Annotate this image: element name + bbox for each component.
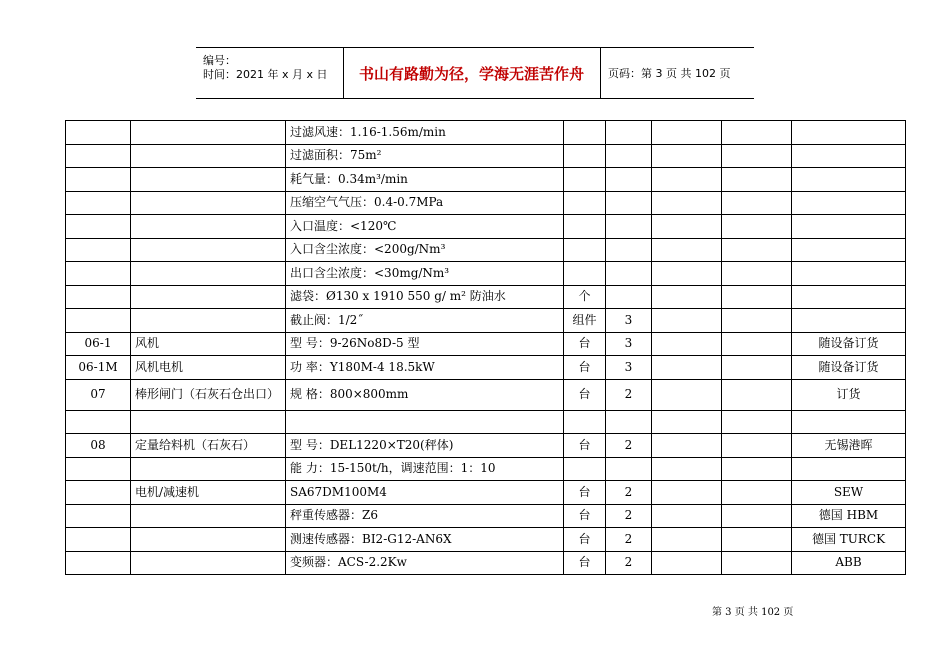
row-spec: 型 号：9-26No8D-5 型 bbox=[286, 332, 564, 356]
row-spec: 压缩空气气压：0.4-0.7MPa bbox=[286, 191, 564, 215]
row-code bbox=[66, 168, 131, 192]
table-row bbox=[66, 332, 906, 356]
table-row bbox=[66, 481, 906, 505]
row-name bbox=[131, 144, 286, 168]
row-code bbox=[66, 504, 131, 528]
row-blank-2 bbox=[722, 457, 792, 481]
row-spec: 测速传感器：BI2-G12-AN6X bbox=[286, 528, 564, 552]
row-name bbox=[131, 262, 286, 286]
row-qty bbox=[606, 457, 652, 481]
row-spec: 型 号：DEL1220×T20(秤体) bbox=[286, 434, 564, 458]
table-row bbox=[66, 434, 906, 458]
row-code bbox=[66, 144, 131, 168]
row-blank-1 bbox=[652, 191, 722, 215]
row-spec: 出口含尘浓度：<30mg/Nm³ bbox=[286, 262, 564, 286]
table-row bbox=[66, 528, 906, 552]
row-qty: 3 bbox=[606, 309, 652, 333]
row-blank-1 bbox=[652, 434, 722, 458]
page-header bbox=[196, 47, 754, 99]
table-row bbox=[66, 191, 906, 215]
row-code bbox=[66, 309, 131, 333]
row-spec: 滤袋：Ø130 x 1910 550 g/ m² 防油水 bbox=[286, 285, 564, 309]
row-blank-2 bbox=[722, 191, 792, 215]
row-unit: 台 bbox=[564, 356, 606, 380]
row-note bbox=[792, 144, 906, 168]
row-code: 06-1M bbox=[66, 356, 131, 380]
row-spec: 秤重传感器：Z6 bbox=[286, 504, 564, 528]
equipment-table bbox=[65, 120, 906, 575]
row-blank-1 bbox=[652, 481, 722, 505]
number-label: 编号： bbox=[203, 54, 236, 67]
row-blank-1 bbox=[652, 144, 722, 168]
row-note: 德国 HBM bbox=[792, 504, 906, 528]
row-name bbox=[131, 238, 286, 262]
row-code bbox=[66, 528, 131, 552]
row-name bbox=[131, 121, 286, 145]
row-spec: 过滤风速：1.16-1.56m/min bbox=[286, 121, 564, 145]
row-name: 定量给料机（石灰石） bbox=[131, 434, 286, 458]
table-row bbox=[66, 457, 906, 481]
row-spec: SA67DM100M4 bbox=[286, 481, 564, 505]
row-blank-1 bbox=[652, 410, 722, 434]
row-note: 德国 TURCK bbox=[792, 528, 906, 552]
row-spec bbox=[286, 410, 564, 434]
row-qty bbox=[606, 285, 652, 309]
row-note bbox=[792, 121, 906, 145]
row-qty: 3 bbox=[606, 356, 652, 380]
row-spec: 变频器：ACS-2.2Kw bbox=[286, 551, 564, 575]
row-blank-2 bbox=[722, 481, 792, 505]
row-name bbox=[131, 504, 286, 528]
row-spec: 耗气量：0.34m³/min bbox=[286, 168, 564, 192]
row-note bbox=[792, 238, 906, 262]
row-name bbox=[131, 191, 286, 215]
table-row bbox=[66, 551, 906, 575]
row-code bbox=[66, 191, 131, 215]
row-blank-2 bbox=[722, 168, 792, 192]
row-blank-2 bbox=[722, 309, 792, 333]
row-spec: 过滤面积：75m² bbox=[286, 144, 564, 168]
row-blank-2 bbox=[722, 551, 792, 575]
row-unit bbox=[564, 168, 606, 192]
row-name: 风机电机 bbox=[131, 356, 286, 380]
row-blank-1 bbox=[652, 504, 722, 528]
row-blank-2 bbox=[722, 332, 792, 356]
row-blank-2 bbox=[722, 504, 792, 528]
header-motto: 书山有路勤为径，学海无涯苦作舟 bbox=[343, 48, 601, 98]
row-blank-1 bbox=[652, 356, 722, 380]
row-qty: 2 bbox=[606, 379, 652, 410]
row-qty: 2 bbox=[606, 481, 652, 505]
row-blank-1 bbox=[652, 528, 722, 552]
row-name bbox=[131, 215, 286, 239]
row-qty bbox=[606, 144, 652, 168]
table-row bbox=[66, 379, 906, 410]
row-qty bbox=[606, 121, 652, 145]
row-blank-2 bbox=[722, 144, 792, 168]
row-unit bbox=[564, 191, 606, 215]
row-blank-2 bbox=[722, 356, 792, 380]
row-spec: 入口温度：<120℃ bbox=[286, 215, 564, 239]
row-unit bbox=[564, 215, 606, 239]
row-name bbox=[131, 457, 286, 481]
row-code bbox=[66, 457, 131, 481]
row-qty bbox=[606, 215, 652, 239]
row-qty: 2 bbox=[606, 434, 652, 458]
row-note bbox=[792, 457, 906, 481]
row-name: 电机/减速机 bbox=[131, 481, 286, 505]
row-blank-1 bbox=[652, 457, 722, 481]
table-row bbox=[66, 504, 906, 528]
row-code bbox=[66, 238, 131, 262]
table-row bbox=[66, 121, 906, 145]
row-blank-1 bbox=[652, 379, 722, 410]
row-unit: 台 bbox=[564, 481, 606, 505]
row-code bbox=[66, 410, 131, 434]
row-unit bbox=[564, 410, 606, 434]
row-note bbox=[792, 168, 906, 192]
row-qty: 3 bbox=[606, 332, 652, 356]
row-spec: 截止阀：1/2˝ bbox=[286, 309, 564, 333]
row-qty bbox=[606, 168, 652, 192]
row-note: SEW bbox=[792, 481, 906, 505]
row-blank-1 bbox=[652, 168, 722, 192]
row-unit: 台 bbox=[564, 528, 606, 552]
row-code bbox=[66, 285, 131, 309]
table-row bbox=[66, 309, 906, 333]
row-code bbox=[66, 481, 131, 505]
row-code: 07 bbox=[66, 379, 131, 410]
row-name bbox=[131, 168, 286, 192]
row-blank-1 bbox=[652, 309, 722, 333]
row-blank-2 bbox=[722, 379, 792, 410]
row-unit: 台 bbox=[564, 504, 606, 528]
row-name bbox=[131, 285, 286, 309]
header-meta bbox=[196, 48, 344, 98]
row-unit: 台 bbox=[564, 332, 606, 356]
row-code bbox=[66, 551, 131, 575]
row-note bbox=[792, 215, 906, 239]
row-code: 08 bbox=[66, 434, 131, 458]
row-note bbox=[792, 191, 906, 215]
row-name bbox=[131, 309, 286, 333]
row-blank-1 bbox=[652, 121, 722, 145]
row-qty bbox=[606, 262, 652, 286]
row-blank-1 bbox=[652, 215, 722, 239]
table-row bbox=[66, 410, 906, 434]
table-row bbox=[66, 168, 906, 192]
row-note: 订货 bbox=[792, 379, 906, 410]
row-code bbox=[66, 215, 131, 239]
row-qty bbox=[606, 191, 652, 215]
row-note bbox=[792, 410, 906, 434]
row-name bbox=[131, 528, 286, 552]
row-spec: 能 力：15-150t/h，调速范围：1：10 bbox=[286, 457, 564, 481]
row-name: 棒形闸门（石灰石仓出口） bbox=[131, 379, 286, 410]
row-code bbox=[66, 262, 131, 286]
table-row bbox=[66, 144, 906, 168]
row-note: ABB bbox=[792, 551, 906, 575]
row-blank-1 bbox=[652, 285, 722, 309]
row-unit bbox=[564, 457, 606, 481]
row-note: 无锡港晖 bbox=[792, 434, 906, 458]
table-row bbox=[66, 285, 906, 309]
row-unit: 台 bbox=[564, 551, 606, 575]
row-blank-1 bbox=[652, 332, 722, 356]
row-blank-2 bbox=[722, 528, 792, 552]
row-name: 风机 bbox=[131, 332, 286, 356]
row-blank-2 bbox=[722, 238, 792, 262]
row-unit bbox=[564, 144, 606, 168]
table-row bbox=[66, 238, 906, 262]
row-blank-1 bbox=[652, 551, 722, 575]
row-note: 随设备订货 bbox=[792, 356, 906, 380]
row-blank-1 bbox=[652, 238, 722, 262]
row-note: 随设备订货 bbox=[792, 332, 906, 356]
row-blank-2 bbox=[722, 215, 792, 239]
row-unit: 台 bbox=[564, 379, 606, 410]
row-unit bbox=[564, 262, 606, 286]
page-footer: 第 3 页 共 102 页 bbox=[712, 607, 794, 618]
row-blank-2 bbox=[722, 410, 792, 434]
table-row bbox=[66, 356, 906, 380]
row-qty bbox=[606, 410, 652, 434]
row-note bbox=[792, 309, 906, 333]
row-unit bbox=[564, 121, 606, 145]
row-spec: 规 格：800×800mm bbox=[286, 379, 564, 410]
row-qty: 2 bbox=[606, 504, 652, 528]
row-name bbox=[131, 410, 286, 434]
row-qty bbox=[606, 238, 652, 262]
row-name bbox=[131, 551, 286, 575]
row-unit: 组件 bbox=[564, 309, 606, 333]
row-blank-2 bbox=[722, 262, 792, 286]
row-spec: 功 率：Y180M-4 18.5kW bbox=[286, 356, 564, 380]
table-row bbox=[66, 215, 906, 239]
row-note bbox=[792, 285, 906, 309]
row-blank-2 bbox=[722, 121, 792, 145]
table-row bbox=[66, 262, 906, 286]
row-unit bbox=[564, 238, 606, 262]
row-blank-2 bbox=[722, 285, 792, 309]
row-unit: 个 bbox=[564, 285, 606, 309]
row-qty: 2 bbox=[606, 528, 652, 552]
row-qty: 2 bbox=[606, 551, 652, 575]
row-blank-2 bbox=[722, 434, 792, 458]
row-blank-1 bbox=[652, 262, 722, 286]
row-code bbox=[66, 121, 131, 145]
header-page-info: 页码：第 3 页 共 102 页 bbox=[608, 67, 731, 80]
row-spec: 入口含尘浓度：<200g/Nm³ bbox=[286, 238, 564, 262]
date-label: 时间：2021 年 x 月 x 日 bbox=[203, 68, 328, 81]
row-unit: 台 bbox=[564, 434, 606, 458]
row-note bbox=[792, 262, 906, 286]
row-code: 06-1 bbox=[66, 332, 131, 356]
